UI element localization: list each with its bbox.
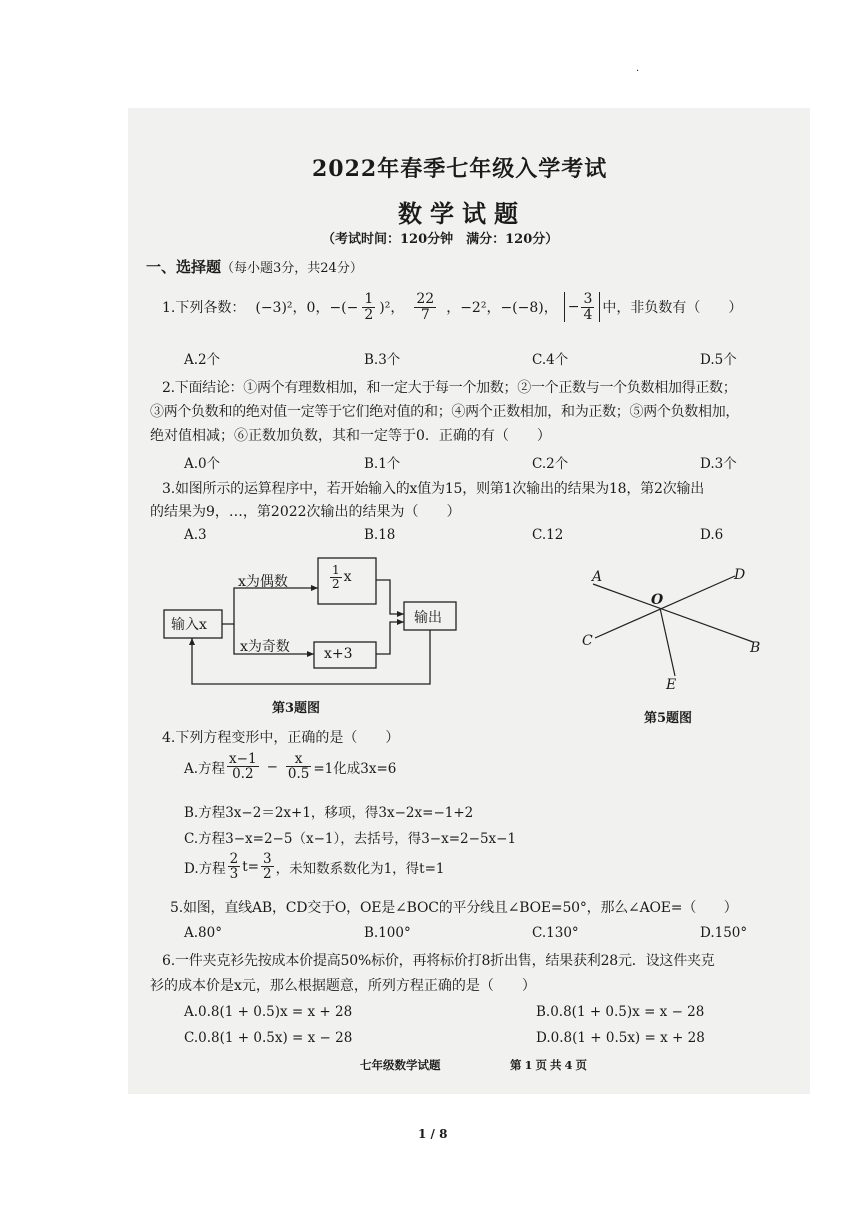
q6-option-b: B.0.8(1 + 0.5)x = x − 28 [536,1004,705,1020]
q6-option-d: D.0.8(1 + 0.5x) = x + 28 [536,1030,705,1046]
point-b-label: B [750,640,761,656]
q2-option-b: B.1个 [364,456,401,472]
q2-option-c: C.2个 [532,456,569,472]
point-d-label: D [734,567,746,583]
even-branch-label: x为偶数 [238,574,288,590]
figure-3-caption: 第3题图 [272,701,321,716]
section-heading [146,256,363,277]
q1-lead: 1.下列各数： [162,300,246,317]
section-title: 一、选择题 [146,258,222,276]
q3-option-d: D.6 [700,527,724,543]
footer-subject: 七年级数学试题 [360,1058,441,1072]
ray-oe [660,608,675,676]
plus-three-label: x+3 [324,646,353,662]
q5-option-a: A.80° [184,925,222,941]
q5-option-d: D.150° [700,925,748,941]
q3-option-a: A.3 [184,527,207,543]
q1-term-3: ，−2²，−(−8)， [446,300,558,317]
output-box-label: 输出 [414,610,442,626]
paper-subtitle: 数学试题 [398,199,526,228]
exam-title: 2022年春季七年级入学考试 [312,156,608,182]
q6-line-1: 6.一件夹克衫先按成本价提高50%标价，再将标价打8折出售，结果获利28元．设这件夹克 [162,953,715,969]
figure-5-caption: 第5题图 [644,711,693,726]
q2-line-2: ③两个负数和的绝对值一定等于它们绝对值的和；④两个正数相加，和为正数；⑤两个负数相加， [150,404,740,420]
q1-option-b: B.3个 [364,352,401,368]
q1-fraction-half: $\frac{1}{2}$ [364,291,374,323]
q6-option-a: A.0.8(1 + 0.5)x = x + 28 [184,1004,353,1020]
q1-term-1: (−3)²，0，−(− [255,300,359,317]
q1-option-c: C.4个 [532,352,569,368]
point-e-label: E [666,677,677,693]
q4-option-a: A.方程 $\frac{x-1}{0.2}$ − $\frac{x}{0.5}$ =1化成3x=6 [184,751,397,783]
q6-option-c: C.0.8(1 + 0.5x) = x − 28 [184,1030,353,1046]
q1-tail: 中，非负数有（ ） [602,300,743,317]
point-o-label: O [651,592,664,608]
q1-absolute-value: − $\frac{3}{4}$ [564,292,601,322]
question-1 [162,292,742,322]
q1-option-d: D.5个 [700,352,737,368]
exam-meta: （考试时间：120分钟 满分：120分） [322,232,559,247]
section-note: （每小题3分，共24分） [221,261,363,276]
viewer-page-number: 1 / 8 [418,1127,448,1141]
footer-page: 第1页共4页 [510,1058,591,1072]
q6-line-2: 衫的成本价是x元，那么根据题意，所列方程正确的是（ ） [150,978,536,994]
q2-line-3: 绝对值相减；⑥正数加负数，其和一定等于0．正确的有（ ） [150,428,551,444]
input-box-label: 输入x [171,617,207,633]
half-x-expression: $\frac{1}{2}$ x [332,563,352,591]
q2-option-a: A.0个 [184,456,221,472]
q3-line-1: 3.如图所示的运算程序中，若开始输入的x值为15，则第1次输出的结果为18，第2次输出 [162,481,705,497]
q3-line-2: 的结果为9，…，第2022次输出的结果为（ ） [150,504,461,520]
q3-option-c: C.12 [532,527,564,543]
line-ab [593,584,753,642]
q4-stem: 4.下列方程变形中，正确的是（ ） [162,730,400,746]
q2-option-d: D.3个 [700,456,737,472]
q1-option-a: A.2个 [184,352,221,368]
q1-term-2: )²， [379,300,405,317]
point-c-label: C [582,633,593,649]
odd-branch-label: x为奇数 [240,639,290,655]
q4-option-d: D.方程 $\frac{2}{3}$ t= $\frac{3}{2}$ ，未知数系数化为1，得t=1 [184,851,445,883]
point-a-label: A [592,569,603,585]
q4-option-c: C.方程3−x=2−5（x−1），去括号，得3−x=2−5x−1 [184,831,517,847]
speck-mark: · [636,66,640,77]
q5-option-b: B.100° [364,925,411,941]
q3-option-b: B.18 [364,527,396,543]
q5-option-c: C.130° [532,925,579,941]
q1-fraction-22-7: $\frac{22}{7}$ [416,291,435,323]
q5-stem: 5.如图，直线AB，CD交于O，OE是∠BOC的平分线且∠BOE=50°，那么∠AOE=（ ） [170,900,738,916]
q2-line-1: 2.下面结论：①两个有理数相加，和一定大于每一个加数；②一个正数与一个负数相加得正数； [162,380,737,396]
q4-option-b: B.方程3x−2＝2x+1，移项，得3x−2x=−1+2 [184,805,474,821]
